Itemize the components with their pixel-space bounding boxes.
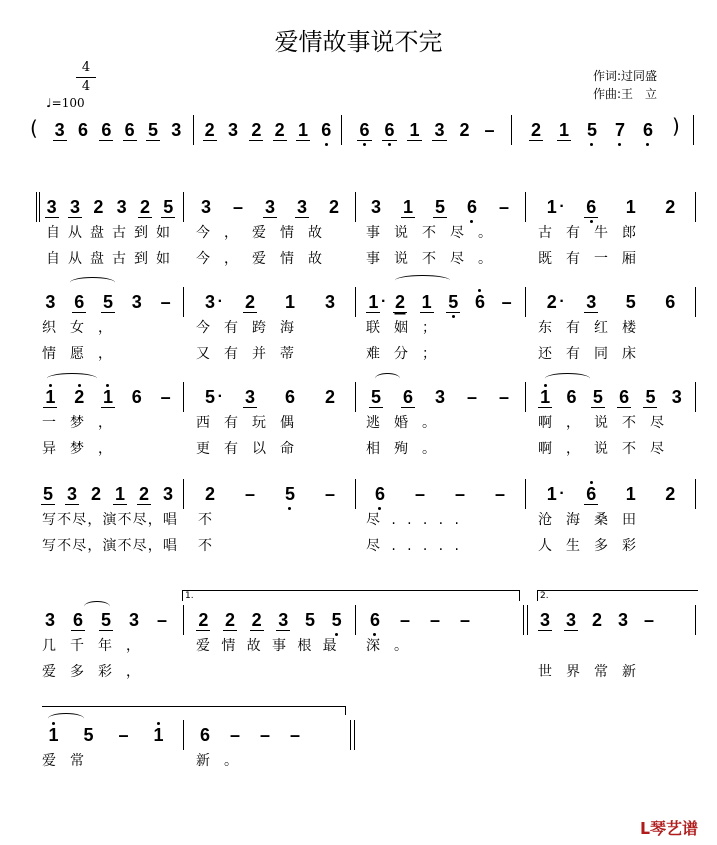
sustain-dash: – [414,484,425,504]
note: 3 [324,292,335,312]
measure [48,118,188,198]
note: 3 [264,196,275,217]
note: 1 [540,386,551,407]
barline [525,479,526,509]
time-signature-bottom: 4 [81,79,91,94]
note: 2 [530,119,541,140]
barline [183,479,184,509]
lyrics-verse-1: 沧海桑田 [538,512,650,528]
note: 5 [304,610,315,630]
measure [532,482,690,562]
lyrics-verse-2: 今，爱情故 [196,251,336,267]
barline [695,192,696,222]
qinyipu-logo: ᒪ琴艺谱 [640,819,699,838]
lyrics-verse-2: 事说不尽。 [366,251,506,267]
note: 6 [642,120,653,140]
barline [354,720,355,750]
note: 3 [296,196,307,217]
song-title: 爱情故事说不完 [274,28,443,56]
lyrics-verse-1: 古有牛郎 [538,225,650,241]
note: 3 [244,386,255,407]
sustain-dash: – [643,610,654,630]
note: 3 [370,197,381,217]
note: 6 [101,119,112,140]
lyricist: 作词:过同盛 [593,69,658,83]
lyrics-verse-1: 东有红楼 [538,320,650,336]
barline [695,382,696,412]
note: 5 [645,386,656,407]
measure [532,608,662,688]
intro-open-paren: ( [30,116,38,140]
note: 1 [48,725,59,745]
barline [695,605,696,635]
sustain-dash: – [484,120,495,140]
note: 3 [586,291,597,312]
note: 3 [128,610,139,630]
note: 6 [72,609,83,630]
lyrics-verse-1: 逃婚。 [366,415,450,431]
note: 3 [131,292,142,312]
note: 7 [614,120,625,140]
notes-row [36,482,180,506]
measure [360,195,520,275]
note: 6 [619,386,630,407]
barline [527,605,528,635]
time-signature [76,60,96,95]
final-bracket [42,706,346,715]
lyrics-verse-2: 人生多彩 [538,538,650,554]
note: 2 [328,197,339,217]
barline [695,479,696,509]
note: 2 [198,609,209,630]
barline [355,479,356,509]
note: 2 [90,484,101,504]
note: 2 [459,120,470,140]
slur [395,275,450,286]
note: 3 [69,196,80,217]
lyrics-verse-2: 还有同床 [538,346,650,362]
sustain-dash: – [498,387,509,407]
note: 6 [466,197,477,217]
volta-second-label: 2. [540,591,549,601]
note: 5 [586,120,597,140]
sustain-dash: – [501,292,512,312]
note: 2 [139,196,150,217]
notes-row [198,118,338,142]
measure [36,723,176,803]
note: 6 [124,119,135,140]
notes-row [522,118,662,142]
note: 5 [331,610,342,630]
slur [545,373,590,384]
measure [36,482,180,562]
barline [183,382,184,412]
notes-row [532,195,690,219]
lyrics-verse-1: 尽..... [366,512,471,528]
notes-row [360,482,520,506]
notes-row [36,385,180,409]
note: 3 [278,609,289,630]
lyrics-verse-2 [360,662,368,682]
barline [355,382,356,412]
note: 6 [369,610,380,630]
note: 3 [54,119,65,140]
lyrics-verse-1: 今，爱情故 [196,225,336,241]
lyrics-verse-2: 写不尽，演不尽，唱 [42,538,178,554]
volta-first-label: 1. [185,591,194,601]
note: 2 [324,387,335,407]
sustain-dash: – [156,610,167,630]
measure [190,195,350,275]
sustain-dash: – [466,387,477,407]
measure [360,290,520,370]
volta-second-ending [537,590,698,601]
notes-row [36,290,180,314]
note: 2 [74,387,85,407]
note: 3 [162,484,173,504]
note: 2 [251,609,262,630]
measure [360,482,520,562]
note: 3 [671,387,682,407]
barline [525,192,526,222]
note: 5 · [203,387,217,407]
measure [36,385,180,465]
note: 6 [586,483,597,504]
sustain-dash: – [229,725,240,745]
notes-row [36,723,176,747]
measure [190,482,350,562]
sustain-dash: – [244,484,255,504]
note: 3 [66,483,77,504]
note: 2 [665,484,676,504]
composer: 作曲:王 立 [593,87,658,101]
note: 2 [244,291,255,312]
intro-close-paren: ) [672,114,680,138]
lyrics-verse-2: 难分； [366,346,450,362]
note: 3 [434,119,445,140]
note: 1 [558,119,569,140]
lyrics-verse-2: 自从盘古到如 [46,251,178,267]
note: 1 [409,119,420,140]
note: 5 [434,196,445,217]
volta-first-ending [182,590,520,601]
lyrics-verse-2: 世界常新 [538,664,650,680]
note: 2 [394,291,405,312]
barline [693,115,694,145]
lyrics-verse-1: 联姻； [366,320,450,336]
note: 5 [147,119,158,140]
note: 6 [402,386,413,407]
lyrics-verse-2: 既有一厢 [538,251,650,267]
barline [193,115,194,145]
sustain-dash: – [429,610,440,630]
notes-row [190,608,350,632]
note: 3 [171,120,182,140]
barline [525,287,526,317]
note: 5 [448,291,459,312]
note: 2 [591,610,602,630]
note: 1 [284,292,295,312]
sustain-dash: – [232,197,243,217]
barline [511,115,512,145]
notes-row [190,290,350,314]
note: 2 [93,197,104,217]
note: 5 [592,386,603,407]
note: 2 [224,609,235,630]
note: 5 [284,484,295,504]
notes-row [532,608,662,632]
measure [36,608,176,688]
tempo-marking: ♩=100 [46,96,85,110]
measure [532,385,690,465]
note: 6 [74,291,85,312]
measure [190,608,350,688]
note: 1 [297,119,308,140]
lyrics-verse-2: 啊，说不尽 [538,441,678,457]
note: 6 [131,387,142,407]
note: 6 [374,484,385,504]
barline [183,605,184,635]
measure [36,290,180,370]
note: 1 [114,483,125,504]
note: 5 [102,291,113,312]
logo-text: 琴艺谱 [650,819,699,838]
barline [183,192,184,222]
time-signature-line [76,77,96,78]
notes-row [532,482,690,506]
sustain-dash: – [459,610,470,630]
note: 6 [77,120,88,140]
notes-row [190,482,350,506]
notes-row [190,385,350,409]
barline [355,287,356,317]
notes-row [36,608,176,632]
lyrics-verse-2: 爱多彩， [42,664,154,680]
note: 3 [539,609,550,630]
notes-row [360,385,520,409]
note: 3 [46,196,57,217]
note: 3 [565,609,576,630]
note: 3 [45,292,56,312]
lyrics-verse-2: 尽..... [366,538,471,554]
sustain-dash: – [498,197,509,217]
lyrics-verse-1: 今有跨海 [196,320,308,336]
lyrics-verse-1: 写不尽，演不尽，唱 [42,512,178,528]
measure [360,608,480,688]
slur [375,373,400,384]
lyrics-verse-2: 更有以命 [196,441,308,457]
lyrics-verse-1: 深。 [366,638,422,654]
lyrics-verse-2 [190,662,198,682]
lyrics-verse-1: 西有玩偶 [196,415,308,431]
barline [350,720,351,750]
note: 3 · [203,292,217,312]
note: 6 [474,292,485,312]
note: 3 [200,197,211,217]
slur [70,277,115,288]
note: 5 [625,292,636,312]
note: 6 [586,196,597,217]
measure [190,290,350,370]
measure [198,118,338,198]
measure [360,385,520,465]
sustain-dash: – [399,610,410,630]
lyrics-verse-2: 又有并蒂 [196,346,308,362]
notes-row [40,195,180,219]
note: 2 [665,197,676,217]
note: 6 [321,120,332,140]
lyrics-verse-1: 爱常 [42,753,98,769]
note: 2 [251,119,262,140]
note: 1 [625,197,636,217]
sustain-dash: – [160,387,171,407]
note: 1 [402,196,413,217]
notes-row [360,290,520,314]
measure [40,195,180,275]
measure [190,385,350,465]
notes-row [360,195,520,219]
lyrics-verse-1: 爱情故事根最 [196,638,348,654]
note: 6 [359,119,370,140]
notes-row [48,118,188,142]
note: 2 [204,119,215,140]
sustain-dash: – [494,484,505,504]
notes-row [532,290,690,314]
notes-row [352,118,502,142]
barline [525,382,526,412]
notes-row [532,385,690,409]
note: 1 [625,484,636,504]
lyrics-verse-1: 不 [198,512,212,528]
note: 6 [284,387,295,407]
barline [341,115,342,145]
notes-row [190,195,350,219]
lyrics-verse-1: 事说不尽。 [366,225,506,241]
note: 6 [566,387,577,407]
measure [352,118,502,198]
note: 5 [163,196,174,217]
barline [183,287,184,317]
lyrics-verse-1: 啊，说不尽 [538,415,678,431]
barline [183,720,184,750]
note: 5 [100,609,111,630]
note: 6 [199,725,210,745]
lyrics-verse-1: 几千年， [42,638,154,654]
note: 1 [421,291,432,312]
sustain-dash: – [118,725,129,745]
barline [36,192,37,222]
sustain-dash: – [259,725,270,745]
measure [522,118,662,198]
lyrics-verse-2: 异梦， [42,441,126,457]
notes-row [190,723,310,747]
lyrics-verse-1: 自从盘古到如 [46,225,178,241]
barline [695,287,696,317]
sustain-dash: – [324,484,335,504]
sustain-dash: – [289,725,300,745]
note: 1 · [366,292,380,313]
note: 1 [102,386,113,407]
lyrics-verse-1: 一梦， [42,415,126,431]
time-signature-top: 4 [81,60,91,75]
lyrics-verse-2: 情愿， [42,346,126,362]
note: 5 [83,725,94,745]
slur [47,373,97,384]
note: 2 [138,483,149,504]
sustain-dash: – [454,484,465,504]
credits [593,67,657,103]
lyrics-verse-1 [532,636,540,656]
note: 1 [45,386,56,407]
note: 2 [274,119,285,140]
note: 5 [370,386,381,407]
note: 1 · [545,197,559,217]
lyrics-verse-2: 不 [198,538,212,554]
measure [532,290,690,370]
notes-row [360,608,480,632]
lyrics-verse-1: 织女， [42,320,126,336]
note: 1 [153,725,164,745]
note: 3 [227,120,238,140]
note: 2 [204,484,215,504]
note: 2 · [545,292,559,312]
note: 3 [44,610,55,630]
note: 3 [617,610,628,630]
barline [523,605,524,635]
note: 6 [384,119,395,140]
lyrics-verse-2: 相殉。 [366,441,450,457]
note: 1 · [545,484,559,504]
note: 3 [434,387,445,407]
barline [355,605,356,635]
measure [532,195,690,275]
barline [355,192,356,222]
measure [190,723,310,803]
sustain-dash: – [160,292,171,312]
note: 6 [665,292,676,312]
lyrics-verse-1: 新。 [196,753,252,769]
note: 3 [116,197,127,217]
note: 5 [42,483,53,504]
